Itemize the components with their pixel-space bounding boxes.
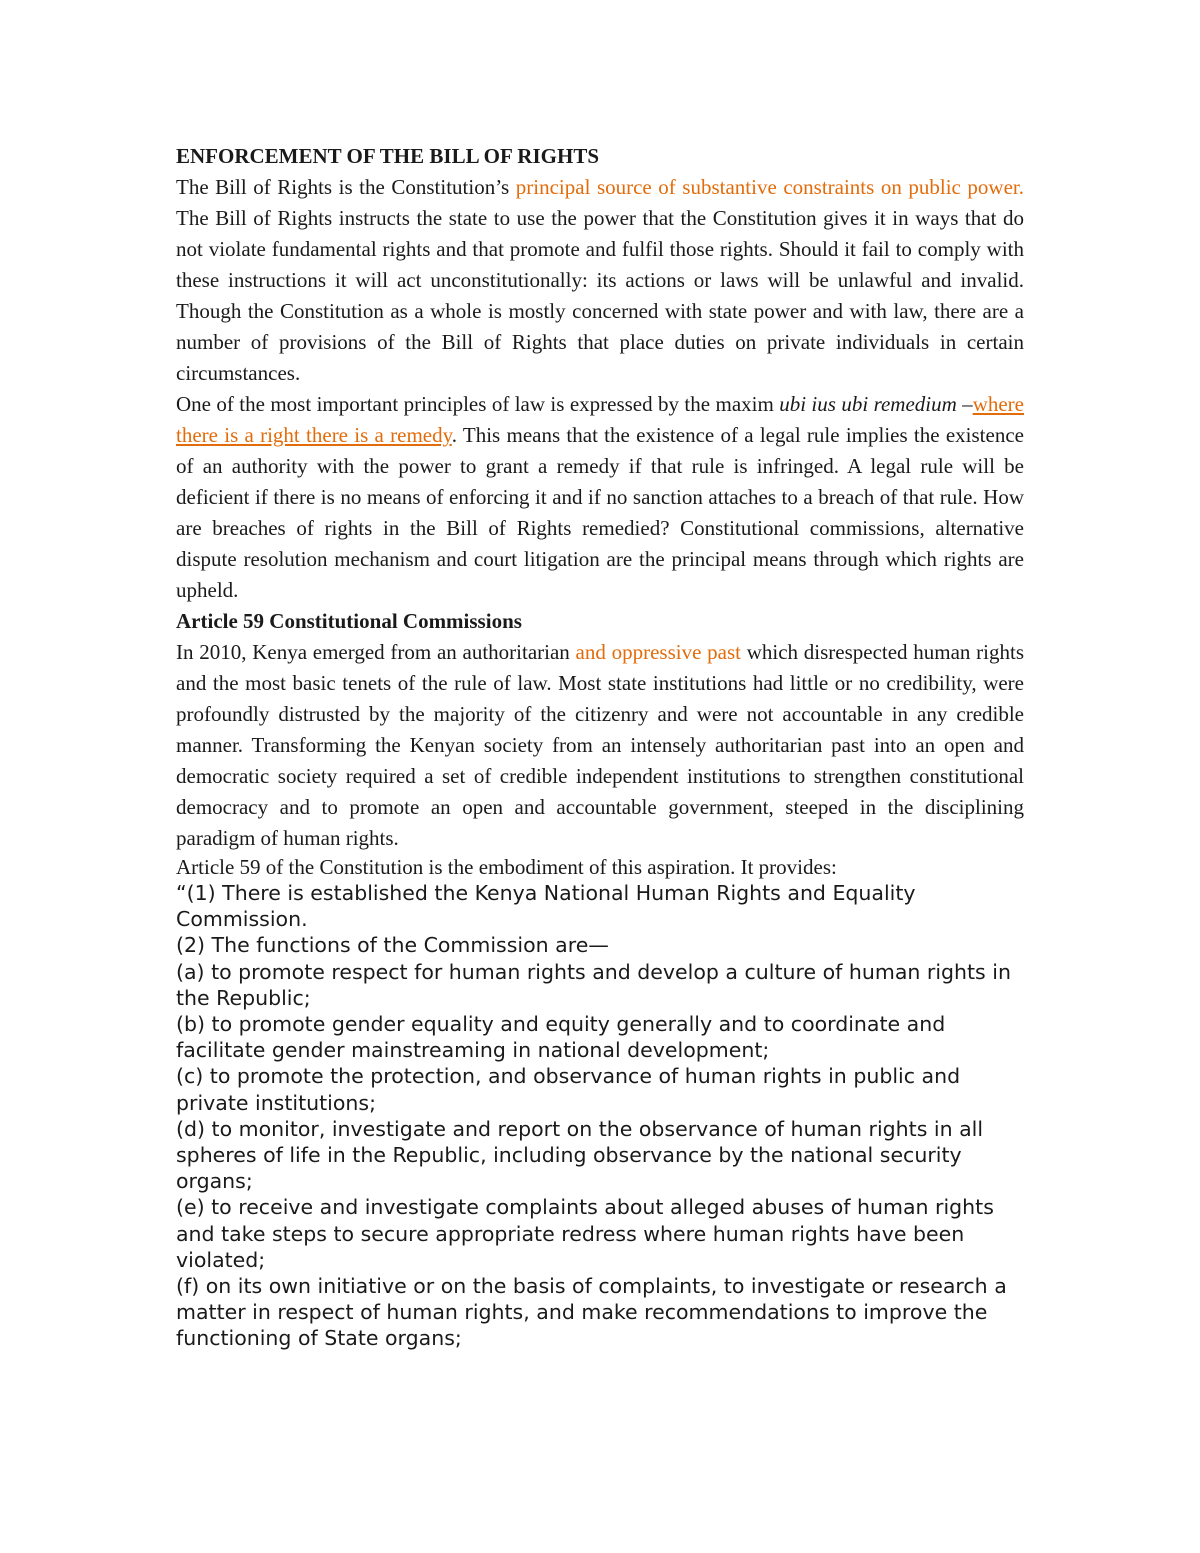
highlighted-text: and oppressive past: [575, 640, 741, 664]
quote-clause: functioning of State organs;: [176, 1326, 462, 1351]
quote-clause: (d) to monitor, investigate and report on the observance of human rights in all spheres of life in the Republic, including observance by the national security organs;: [176, 1116, 984, 1194]
paragraph-text: . This means that the existence of a legal rule implies the existence of an authority with the power to grant a remedy if that rule is infringed. A legal rule will be deficient if there is no means of enforcing it and if no sanction attaches to a breach of that rule. How are breaches of rights in the Bill of Rights remedied? Constitutional commissions, alternative dispute resolution mechanism and court litigation are the principal means through which rights are upheld.: [176, 423, 1024, 602]
paragraph-bill-of-rights: [176, 172, 1024, 389]
quote-clause: (c) to promote the protection, and observance of human rights in public and private institutions;: [176, 1064, 961, 1115]
highlighted-text: principal source of substantive constraints on public power.: [515, 175, 1024, 199]
paragraph-article-59-intro: Article 59 of the Constitution is the embodiment of this aspiration. It provides:: [176, 855, 837, 879]
quote-clause: (f) on its own initiative or on the basis of complaints, to investigate or research a matter in respect of human rights, and make recommendations to improve the: [176, 1274, 1007, 1325]
paragraph-text: The Bill of Rights is the Constitution’s: [176, 175, 516, 199]
quote-clause: violated;: [176, 1247, 266, 1272]
quote-clause: “(1) There is established the Kenya National Human Rights and Equality Commission.: [176, 881, 916, 932]
quote-clause: (a) to promote respect for human rights and develop a culture of human rights in the Republic;: [176, 959, 1011, 1010]
paragraph-text: which disrespected human rights and the most basic tenets of the rule of law. Most state institutions had little or no credibility, were profoundly distrusted by the majority of the citizenry and were not accountable in any credible manner. Transforming the Kenyan society from an intensely authoritarian past into an open and democratic society required a set of credible independent institutions to strengthen constitutional democracy and to promote an open and accountable government, steeped in the disciplining paradigm of human rights.: [176, 640, 1025, 850]
paragraph-text: In 2010, Kenya emerged from an authoritarian: [176, 640, 576, 664]
section-heading-article-59: Article 59 Constitutional Commissions: [176, 609, 522, 633]
quote-clause: (2) The functions of the Commission are—: [176, 933, 609, 958]
paragraph-ubi-ius: [176, 389, 1024, 606]
maxim-translation-link[interactable]: where there is a right there is a remedy: [176, 392, 1024, 447]
quote-clause: (e) to receive and investigate complaints about alleged abuses of human rights and take steps to secure appropriate redress where human rights have been: [176, 1195, 994, 1246]
dash-text: –: [956, 392, 973, 416]
document-title: ENFORCEMENT OF THE BILL OF RIGHTS: [176, 144, 600, 168]
paragraph-text: One of the most important principles of law is expressed by the maxim: [176, 392, 780, 416]
article-59-quote: [176, 880, 1024, 1352]
quote-clause: (b) to promote gender equality and equity generally and to coordinate and facilitate gender mainstreaming in national development;: [176, 1012, 946, 1063]
paragraph-text: The Bill of Rights instructs the state to use the power that the Constitution gives it in ways that do not violate fundamental rights and that promote and fulfil those rights. Should it fail to comply with these instructions it will act unconstitutionally: its actions or laws will be unlawful and invalid. Though the Constitution as a whole is mostly concerned with state power and with law, there are a number of provisions of the Bill of Rights that place duties on private individuals in certain circumstances.: [176, 206, 1024, 385]
paragraph-kenya-2010: [176, 637, 1024, 854]
latin-maxim: ubi ius ubi remedium: [779, 392, 957, 416]
document-page: [176, 141, 1024, 1352]
